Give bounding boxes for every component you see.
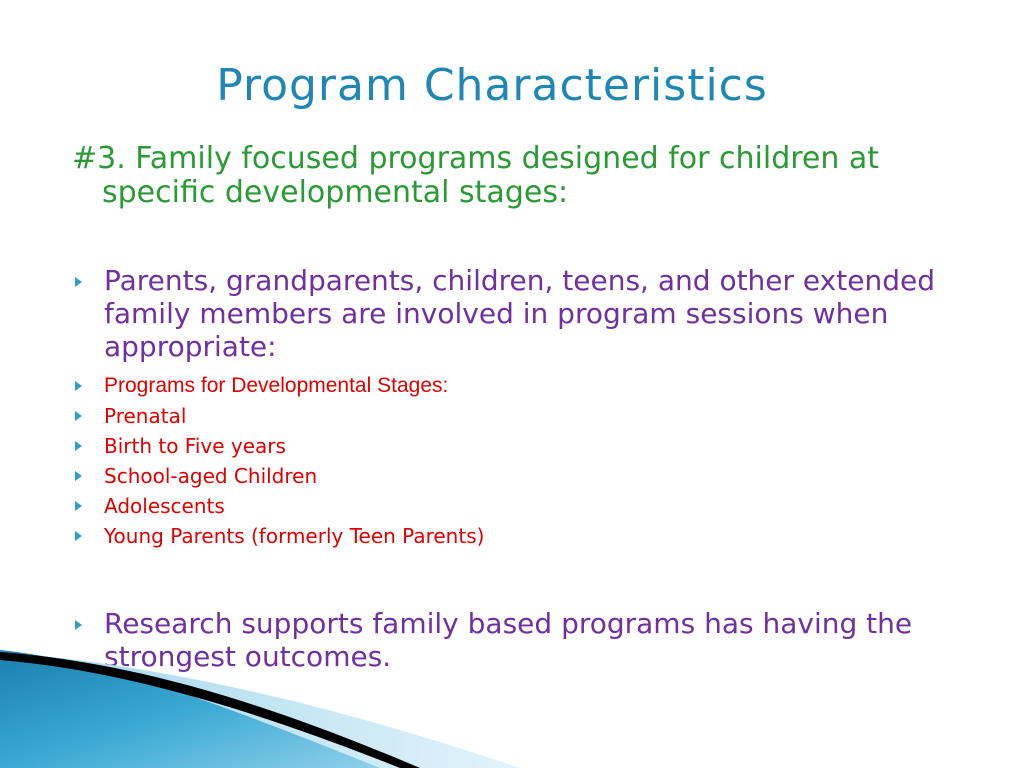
bullet-text: School-aged Children	[104, 464, 318, 488]
slide-title: Program Characteristics	[216, 60, 768, 111]
slide-subtitle: #3. Family focused programs designed for children at specific developmental stages:	[72, 141, 880, 210]
bullet-text: Birth to Five years	[104, 434, 286, 458]
bullet-text: Programs for Developmental Stages:	[104, 374, 449, 397]
bullet-text: Research supports family based programs has having the strongest outcomes.	[104, 607, 913, 673]
bullet-text: Adolescents	[104, 494, 225, 518]
bullet-text: Parents, grandparents, children, teens, and other extended family members are involved in program sessions when appropriate:	[104, 264, 935, 363]
bullet-text: Young Parents (formerly Teen Parents)	[104, 524, 485, 548]
bullet-text: Prenatal	[104, 404, 187, 428]
